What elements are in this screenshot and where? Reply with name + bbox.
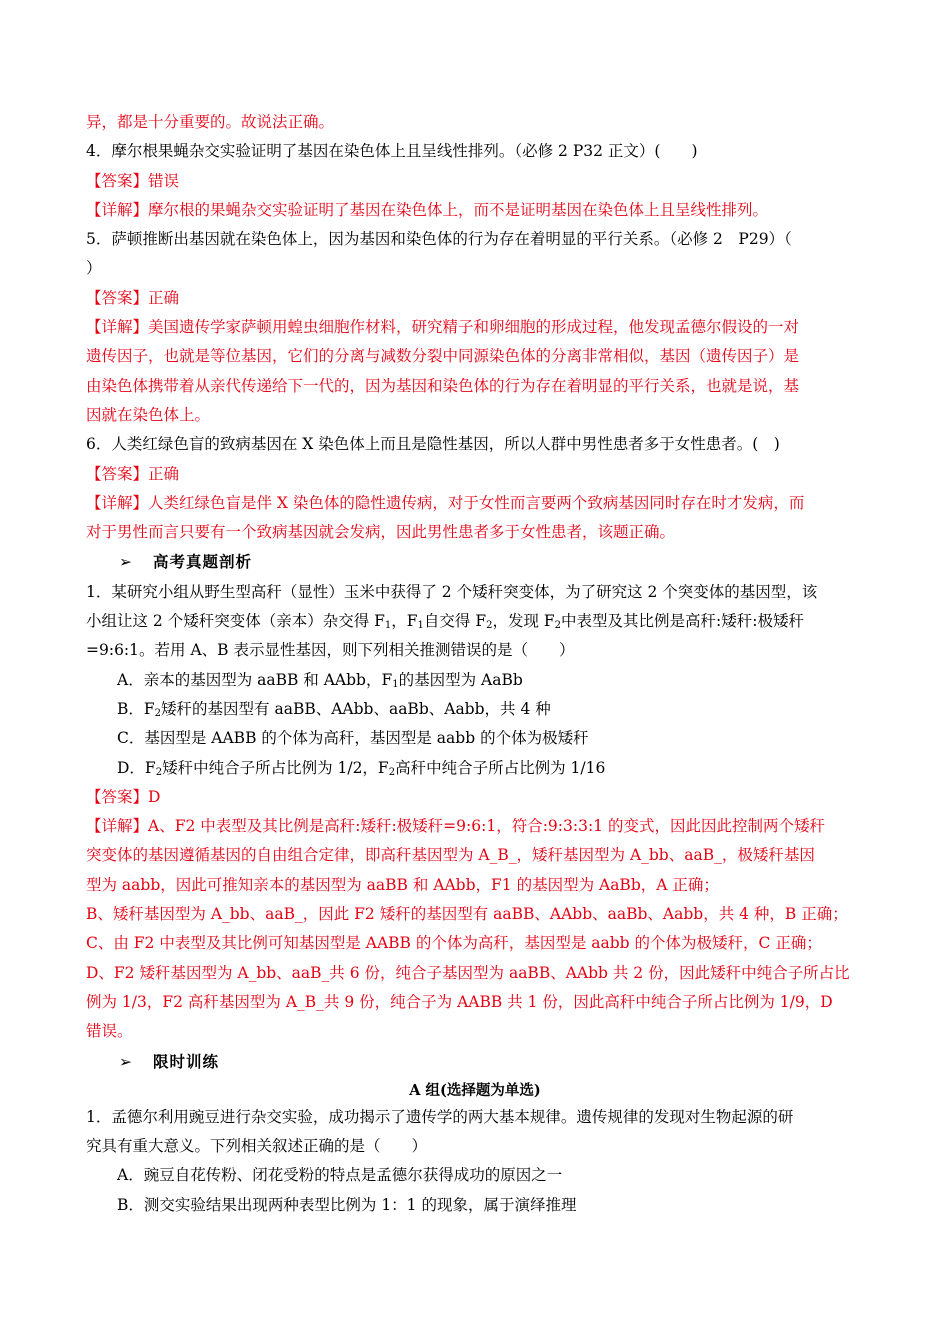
detail-text: 型为 aabb，因此可推知亲本的基因型为 aaBB 和 AAbb，F1 的基因型为 AaBb，A 正确； — [86, 875, 719, 894]
detail-text: 异，都是十分重要的。故说法正确。 — [86, 113, 335, 131]
option-a: A．豌豆自花传粉、闭花受粉的特点是孟德尔获得成功的原因之一 — [117, 1166, 563, 1185]
answer-label: 【答案】正确 — [86, 464, 180, 483]
document-page — [86, 108, 864, 1220]
detail-text: 对于男性而言只要有一个致病基因就会发病，因此男性患者多于女性患者，该题正确。 — [86, 523, 676, 542]
detail-text: 【详解】人类红绿色盲是伴 X 染色体的隐性遗传病，对于女性而言要两个致病基因同时存在时才发病，而 — [86, 493, 805, 512]
question-4: 4．摩尔根果蝇杂交实验证明了基因在染色体上且呈线性排列。（必修 2 P32 正文）( ) — [86, 142, 698, 161]
practice-question-1: 1．孟德尔利用豌豆进行杂交实验，成功揭示了遗传学的两大基本规律。遗传规律的发现对生物起源的研 — [86, 1107, 794, 1126]
detail-text: 【详解】A、F2 中表型及其比例是高秆:矮秆:极矮秆=9:6:1，符合:9:3:3:1 的变式，因此因此控制两个矮秆 — [86, 817, 825, 836]
answer-label: 【答案】错误 — [86, 171, 180, 190]
group-title: A 组(选择题为单选) — [409, 1081, 541, 1099]
option-d: D．$F_2$矮秆中纯合子所占比例为 1/2，$F_2$高秆中纯合子所占比例为 1/16 — [117, 758, 606, 778]
question-5-cont: ） — [86, 259, 102, 278]
detail-text: B、矮秆基因型为 A_bb、aaB_，因此 F2 矮秆的基因型有 aaBB、AAbb、aaBb、Aabb，共 4 种，B 正确； — [86, 905, 848, 924]
detail-text: 例为 1/3，F2 高秆基因型为 A_B_共 9 份，纯合子为 AABB 共 1 份，因此高秆中纯合子所占比例为 1/9，D — [86, 992, 833, 1011]
option-c: C．基因型是 AABB 的个体为高秆，基因型是 aabb 的个体为极矮秆 — [117, 729, 589, 748]
detail-text: 【详解】摩尔根的果蝇杂交实验证明了基因在染色体上，而不是证明基因在染色体上且呈线性排列。 — [86, 200, 769, 219]
option-a: A．亲本的基因型为 aaBB 和 AAbb，$F_1$的基因型为 AaBb — [117, 670, 523, 690]
section-title: 高考真题剖析 — [153, 552, 253, 572]
detail-text: C、由 F2 中表型及其比例可知基因型是 AABB 的个体为高秆，基因型是 aabb 的个体为极矮秆，C 正确； — [86, 934, 822, 953]
detail-text: 由染色体携带着从亲代传递给下一代的，因为基因和染色体的行为存在着明显的平行关系，也就是说，基 — [86, 376, 800, 395]
detail-text: 因就在染色体上。 — [86, 405, 211, 424]
detail-text: 突变体的基因遵循基因的自由组合定律，即高秆基因型为 A_B_，矮秆基因型为 A_bb、aaB_，极矮秆基因 — [86, 846, 815, 865]
exam-question-1-line2: 小组让这 2 个矮秆突变体（亲本）杂交得 $F_1$，$F_1$自交得 $F_2$，发现 $F_2$中表型及其比例是高秆:矮秆:极矮秆 — [86, 612, 804, 632]
answer-label: 【答案】正确 — [86, 288, 180, 307]
answer-label: 【答案】D — [86, 787, 161, 806]
section-title: 限时训练 — [153, 1051, 220, 1071]
detail-text: 遗传因子，也就是等位基因，它们的分离与减数分裂中同源染色体的分离非常相似，基因（遗传因子）是 — [86, 347, 800, 366]
practice-question-1-line2: 究具有重大意义。下列相关叙述正确的是（ ） — [86, 1137, 428, 1156]
exam-question-1: 1．某研究小组从野生型高秆（显性）玉米中获得了 2 个矮秆突变体，为了研究这 2 个突变体的基因型，该 — [86, 582, 818, 601]
section-heading-exam — [86, 547, 864, 577]
question-5: 5．萨顿推断出基因就在染色体上，因为基因和染色体的行为存在着明显的平行关系。（必修 2 P29）（ — [86, 230, 792, 249]
exam-question-1-line3: =9:6:1。若用 A、B 表示显性基因，则下列相关推测错误的是（ ） — [86, 641, 575, 660]
option-b: B．测交实验结果出现两种表型比例为 1：1 的现象，属于演绎推理 — [117, 1195, 577, 1214]
detail-text: 【详解】美国遗传学家萨顿用蝗虫细胞作材料，研究精子和卵细胞的形成过程，他发现孟德尔假设的一对 — [86, 318, 800, 337]
section-heading-practice — [86, 1047, 864, 1077]
option-b: B．$F_2$矮秆的基因型有 aaBB、AAbb、aaBb、Aabb，共 4 种 — [117, 699, 551, 719]
detail-text: D、F2 矮秆基因型为 A_bb、aaB_共 6 份，纯合子基因型为 aaBB、AAbb 共 2 份，因此矮秆中纯合子所占比 — [86, 963, 850, 982]
question-6: 6．人类红绿色盲的致病基因在 X 染色体上而且是隐性基因，所以人群中男性患者多于女性患者。( ) — [86, 435, 780, 454]
arrow-bullet-icon: ➢ — [119, 1052, 133, 1071]
arrow-bullet-icon: ➢ — [119, 553, 133, 572]
detail-text: 错误。 — [86, 1022, 133, 1041]
